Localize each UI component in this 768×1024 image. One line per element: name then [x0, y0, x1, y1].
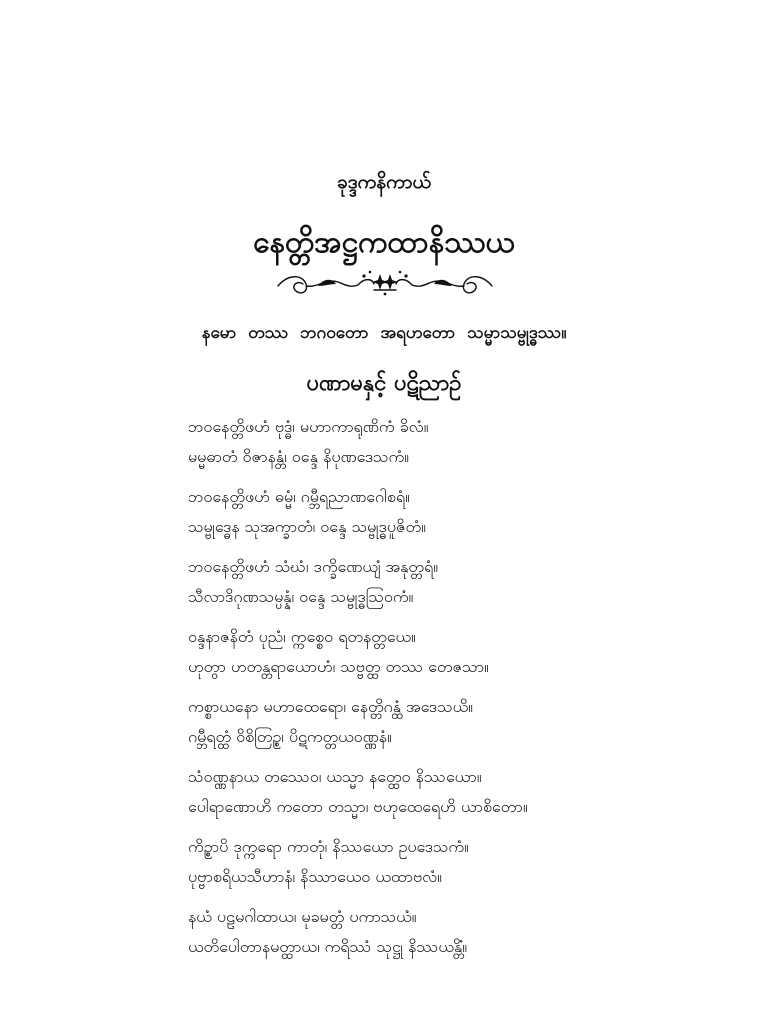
verse-line: ဟုတွာ ဟတန္တရာယောဟံ၊ သဗ္ဗတ္ထ တဿ တေဇသာ။ — [188, 657, 489, 676]
stanza — [188, 832, 628, 892]
collection-subtitle: ခုဒ္ဒကနိကာယ် — [337, 171, 431, 193]
verse-line: ပုဗ္ဗာစရိယသီဟာနံ၊ နိဿာယေဝ ယထာဗလံ။ — [188, 867, 442, 886]
stanza — [188, 552, 628, 612]
verse-line: သံဝဏ္ဏနာယ တဿေဝ၊ ယသ္မာ နတ္ထေဝ နိဿယော။ — [188, 767, 482, 786]
verse-line: ဘဝနေတ္တိဖဟံ ဓမ္မံ၊ ဂမ္ဘီရညာဏဂေါစရံ။ — [188, 487, 410, 506]
verse-line: ကိဉ္စာပိ ဒုက္ကရော ကာတုံ၊ နိဿယော ဥပဒေသကံ။ — [188, 837, 469, 856]
stanza — [188, 762, 628, 822]
verse-line: ကစ္စာယနော မဟာထေရော၊ နေတ္တိဂန္ထံ အဒေသယိ။ — [188, 697, 473, 716]
verse-line: ဘဝနေတ္တိဖဟံ ဗုဒ္ဓံ၊ မဟာကာရုဏိကံ ခိလံ။ — [188, 417, 429, 436]
stanza — [188, 482, 628, 542]
verse-line: ယတိပေါတာနမတ္ထာယ၊ ကရိဿံ သုဋ္ဌု နိဿယန္တိံ။ — [188, 937, 468, 956]
stanza — [188, 902, 628, 962]
homage-line: နမော တဿ ဘဂဝတော အရဟတော သမ္မာသမ္ဗုဒ္ဓဿ။ — [201, 323, 567, 343]
verse-line: နယံ ပဠမဂါထာယ၊ မုခမတ္တံ ပကာသယံ။ — [188, 907, 417, 926]
verse-line: ဂမ္ဘီရတ္ထံ ဝိစိတြဉ္စ၊ ပိဋကတ္တယဝဏ္ဏနံ။ — [188, 727, 392, 746]
verse-line: သမ္ဗုဒ္ဓေန သုအက္ခာတံ၊ ဝန္ဒေ သမ္ဗုဒ္ဓပူဇိတံ။ — [188, 517, 426, 536]
section-heading: ပဏာမနှင့် ပဋိညာဉ် — [306, 370, 462, 396]
verse-block — [188, 412, 628, 972]
stanza — [188, 622, 628, 682]
ornament-divider — [274, 266, 496, 300]
verse-line: ဘဝနေတ္တိဖဟံ သံဃံ၊ ဒက္ခိဏေယျံ အနုတ္တရံ။ — [188, 557, 439, 576]
verse-line: မမ္မဓာတံ ဝိဇာနန္တံ၊ ဝန္ဒေ နိပုဏဒေသကံ။ — [188, 447, 410, 466]
book-title: နေတ္တိအဋ္ဌကထာနိဿယ — [253, 225, 515, 260]
verse-line: ပေါရာဏောဟိ ကတော တသ္မာ၊ ဗဟုထေရေဟိ ယာစိတော။ — [188, 797, 528, 816]
stanza — [188, 692, 628, 752]
stanza — [188, 412, 628, 472]
verse-line: သီလာဒိဂုဏသမ္ပန္နံ၊ ဝန္ဒေ သမ္ဗုဒ္ဓသြဝကံ။ — [188, 587, 414, 606]
verse-line: ဝန္ဒနာဇနိတံ ပုညံ၊ က္ကစ္စေဝ ရတနတ္တယေ။ — [188, 627, 416, 646]
